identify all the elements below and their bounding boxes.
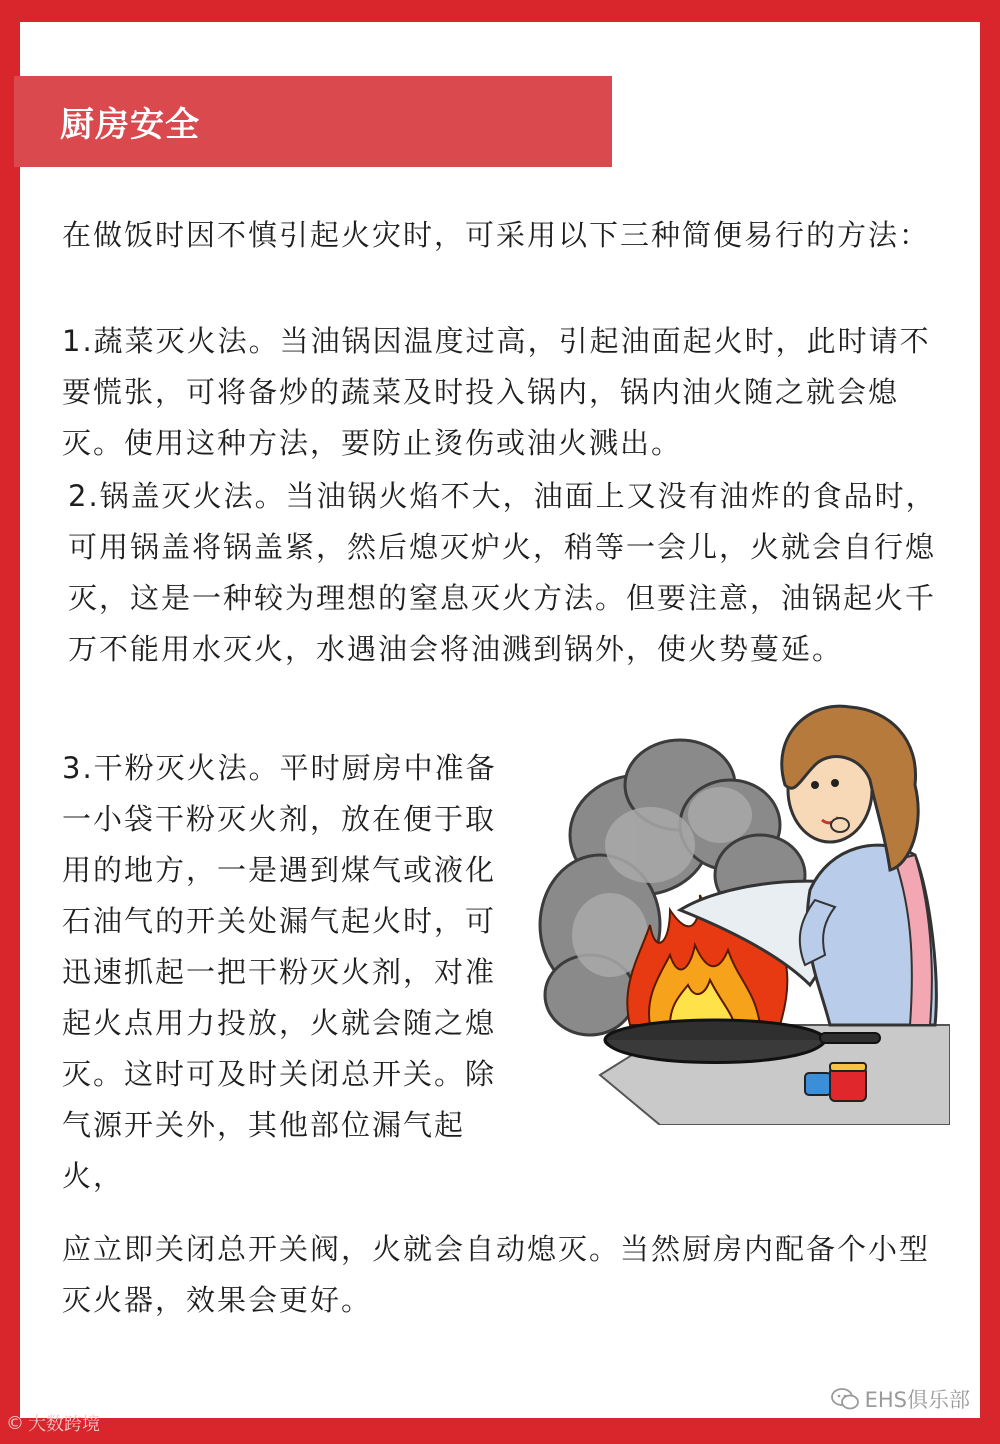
right-watermark xyxy=(831,1384,970,1414)
left-watermark xyxy=(6,1410,100,1436)
title-banner xyxy=(14,76,612,167)
right-watermark-text: EHS俱乐部 xyxy=(864,1388,970,1412)
method-3-paragraph: 3.干粉灭火法。平时厨房中准备一小袋干粉灭火剂，放在便于取用的地方，一是遇到煤气或液化石油气的开关处漏气起火时，可迅速抓起一把干粉灭火剂，对准起火点用力投放，火就会随之熄灭。这时可及时关闭总开关。除气源开关外，其他部位漏气起火， xyxy=(62,751,497,1193)
method-1-paragraph: 1.蔬菜灭火法。当油锅因温度过高，引起油面起火时，此时请不要慌张，可将备炒的蔬菜及时投入锅内，锅内油火随之就会熄灭。使用这种方法，要防止烫伤或油火溅出。 xyxy=(62,324,931,460)
watermark-logo-icon: © xyxy=(6,1412,24,1434)
intro-paragraph: 在做饭时因不慎引起火灾时，可采用以下三种简便易行的方法： xyxy=(62,218,931,252)
wechat-icon xyxy=(831,1388,859,1410)
page-title: 厨房安全 xyxy=(60,105,200,145)
kitchen-fire-illustration xyxy=(530,695,950,1125)
closing-paragraph: 应立即关闭总开关阀，火就会自动熄灭。当然厨房内配备个小型灭火器，效果会更好。 xyxy=(62,1232,931,1317)
method-2-paragraph: 2.锅盖灭火法。当油锅火焰不大，油面上又没有油炸的食品时，可用锅盖将锅盖紧，然后熄灭炉火，稍等一会儿，火就会自行熄灭，这是一种较为理想的窒息灭火方法。但要注意，油锅起火千万不能用水灭火，水遇油会将油溅到锅外，使火势蔓延。 xyxy=(68,479,937,666)
left-watermark-text: 大数跨境 xyxy=(28,1414,100,1435)
